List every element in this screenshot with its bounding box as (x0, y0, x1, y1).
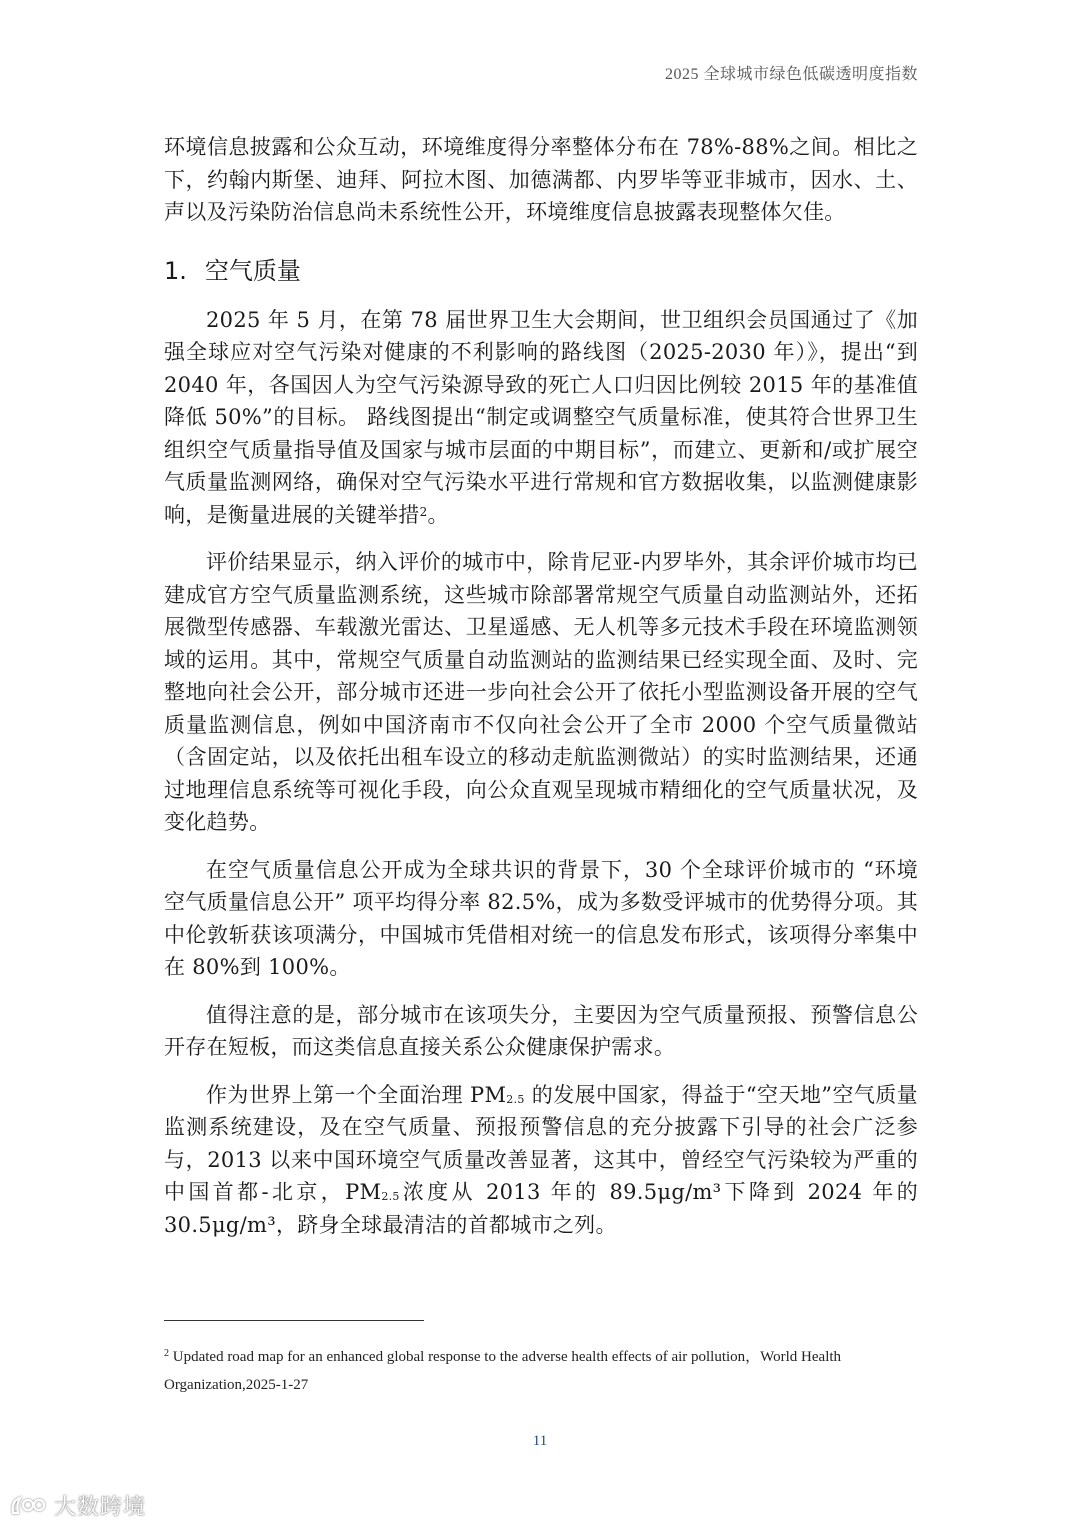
paragraph-consensus: 在空气质量信息公开成为全球共识的背景下，30 个全球评价城市的 “环境空气质量信息公开” 项平均得分率 82.5%，成为多数受评城市的优势得分项。其中伦敦斩获该项满分，中国城市凭借相对统一的信息发布形式，该项得分率集中在 80%到 100%。 (164, 857, 918, 979)
footnote-text: Updated road map for an enhanced global response to the adverse health effects of air pollution，World Health Organization,2025-1-27 (164, 1349, 842, 1393)
paragraph-text-b: 的发展中国家，得益于“空天地”空气质量监测系统建设，及在空气质量、预报预警信息的充分披露下引导的社会广泛参与，2013 以来中国环境空气质量改善显著，这其中，曾经空气污染较为严重的中国首都-北京，PM (164, 1082, 918, 1204)
footnote (164, 1343, 920, 1399)
section-number: 1. (164, 256, 187, 285)
footnote-reference[interactable]: 2 (419, 504, 428, 519)
paragraph-shortcomings: 值得注意的是，部分城市在该项失分，主要因为空气质量预报、预警信息公开存在短板，而这类信息直接关系公众健康保护需求。 (164, 1002, 918, 1059)
page-number: 11 (532, 1433, 548, 1449)
watermark-text: 大数跨境 (54, 1495, 147, 1520)
paragraph-end: 。 (427, 502, 449, 527)
watermark (10, 1490, 146, 1521)
paragraph-who-roadmap (164, 304, 918, 532)
paragraph-china-pm25 (164, 1079, 918, 1242)
pm-subscript: 2.5 (506, 1092, 525, 1106)
paragraph-evaluation-results: 评价结果显示，纳入评价的城市中，除肯尼亚-内罗毕外，其余评价城市均已建成官方空气质量监测系统，这些城市除部署常规空气质量自动监测站外，还拓展微型传感器、车载激光雷达、卫星遥感、无人机等多元技术手段在环境监测领域的运用。其中，常规空气质量自动监测站的监测结果已经实现全面、及时、完整地向社会公开，部分城市还进一步向社会公开了依托小型监测设备开展的空气质量监测信息，例如中国济南市不仅向社会公开了全市 2000 个空气质量微站（含固定站，以及依托出租车设立的移动走航监测微站）的实时监测结果，还通过地理信息系统等可视化手段，向公众直观呈现城市精细化的空气质量状况，及变化趋势。 (164, 550, 918, 834)
footnote-divider (164, 1320, 424, 1321)
footnote-marker: 2 (164, 1348, 169, 1359)
paragraph-text: 2025 年 5 月，在第 78 届世界卫生大会期间，世卫组织会员国通过了《加强全球应对空气污染对健康的不利影响的路线图（2025-2030 年）》，提出“到 2040 年，各国因人为空气污染源导致的死亡人口归因比例较 2015 年的基准值降低 50%”的目标。 路线图提出“制定或调整空气质量标准，使其符合世界卫生组织空气质量指导值及国家与城市层面的中期目标”，而建立、更新和/或扩展空气质量监测网络，确保对空气污染水平进行常规和官方数据收集，以监测健康影响，是衡量进展的关键举措 (164, 307, 918, 527)
paragraph-text-a: 作为世界上第一个全面治理 PM (206, 1082, 507, 1107)
main-content (164, 131, 918, 1256)
pm-subscript: 2.5 (381, 1190, 400, 1203)
paragraph-environment-summary: 环境信息披露和公众互动，环境维度得分率整体分布在 78%-88%之间。相比之下，约翰内斯堡、迪拜、阿拉木图、加德满都、内罗毕等亚非城市，因水、土、声以及污染防治信息尚未系统性公开，环境维度信息披露表现整体欠佳。 (164, 135, 918, 224)
running-header: 2025 全球城市绿色低碳透明度指数 (664, 66, 918, 83)
section-heading (164, 256, 918, 286)
brand-logo-icon (10, 1493, 50, 1519)
paragraph-text-c: 浓度从 2013 年的 89.5μg/m³下降到 2024 年的 30.5μg/m³，跻身全球最清洁的首都城市之列。 (164, 1180, 918, 1237)
section-title: 空气质量 (204, 256, 301, 285)
